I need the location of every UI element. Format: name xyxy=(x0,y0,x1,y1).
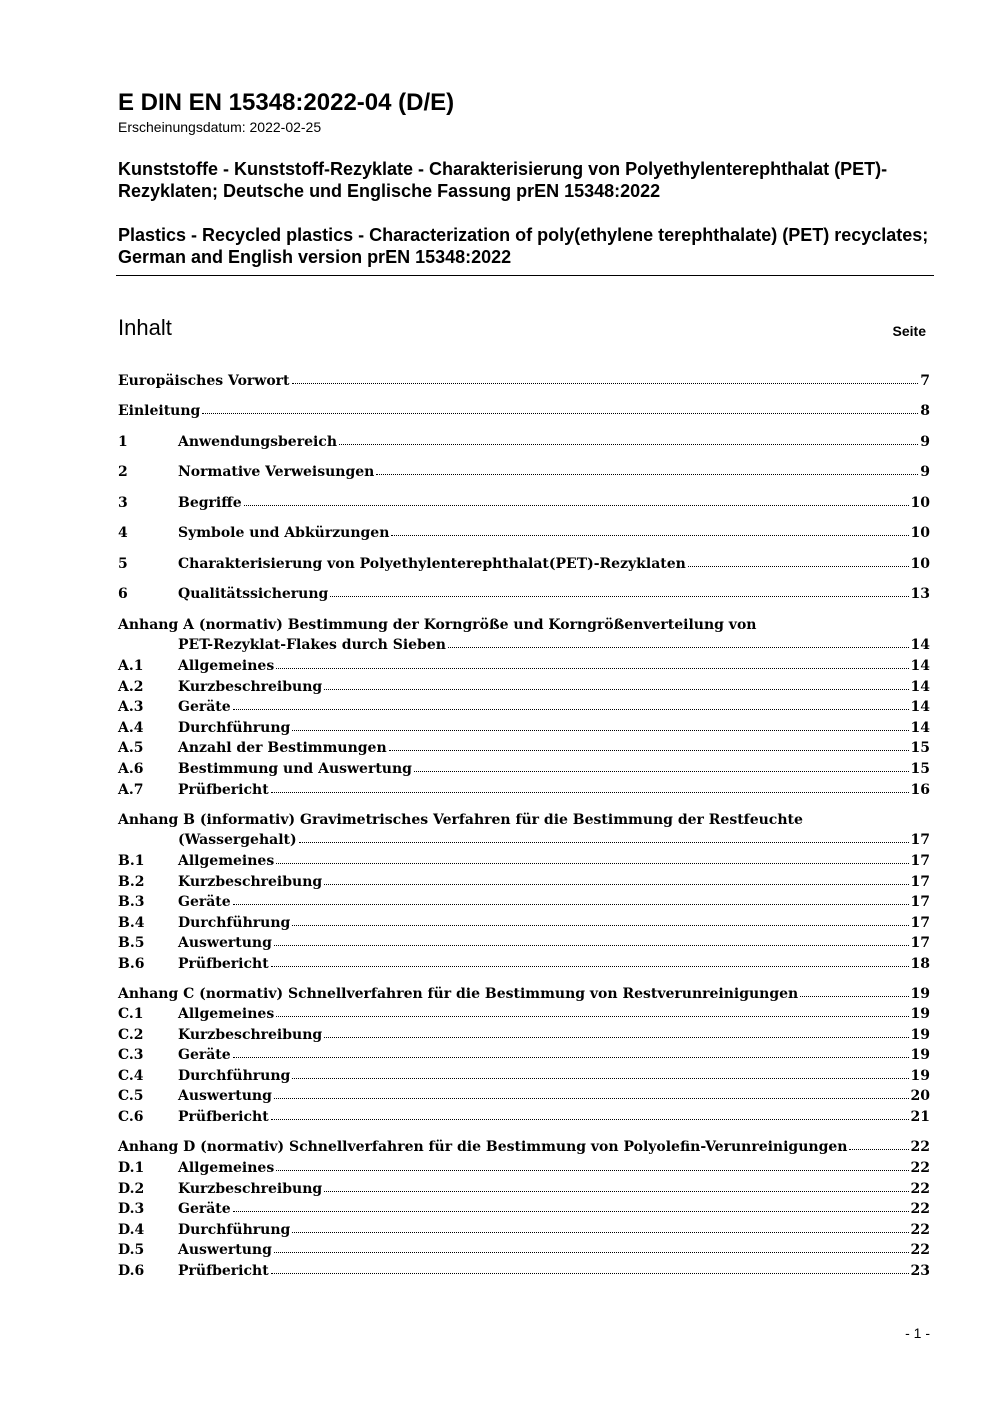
toc-leader-dots xyxy=(274,933,909,946)
toc-annex-c-heading[interactable] xyxy=(118,984,930,1004)
toc-entry-number: B.1 xyxy=(118,853,145,869)
toc-entry-title: Prüfbericht xyxy=(178,1109,269,1125)
toc-leader-dots xyxy=(849,1137,908,1150)
toc-entry-title: Allgemeines xyxy=(178,658,275,674)
toc-leader-dots xyxy=(800,984,908,997)
toc-page-column-header: Seite xyxy=(892,323,926,339)
toc-entry-title: Allgemeines xyxy=(178,853,275,869)
publication-date: Erscheinungsdatum: 2022-02-25 xyxy=(118,119,322,135)
toc-entry-number: 2 xyxy=(118,464,128,480)
toc-entry[interactable] xyxy=(118,523,930,543)
toc-entry-title: Geräte xyxy=(178,1201,231,1218)
toc-entry-title: Durchführung xyxy=(178,719,291,736)
toc-entry-number: D.3 xyxy=(118,1201,145,1218)
toc-leader-dots xyxy=(292,913,908,926)
toc-entry[interactable] xyxy=(118,584,930,604)
toc-entry[interactable] xyxy=(118,954,930,974)
toc-entry-title: Prüfbericht xyxy=(178,781,269,798)
toc-entry-title: Anwendungsbereich xyxy=(178,434,337,450)
toc-entry-number: D.2 xyxy=(118,1180,145,1197)
toc-entry-page: 10 xyxy=(910,525,930,541)
toc-entry[interactable] xyxy=(118,1220,930,1240)
toc-entry-page: 19 xyxy=(910,986,930,1002)
toc-leader-dots xyxy=(324,1179,908,1192)
toc-entry-number: 4 xyxy=(118,525,128,541)
toc-entry-number: A.3 xyxy=(118,699,144,716)
toc-title: Inhalt xyxy=(118,315,172,340)
toc-entry[interactable] xyxy=(118,1086,930,1106)
toc-entry-title: Allgemeines xyxy=(178,1006,275,1022)
toc-entry-title: Anzahl der Bestimmungen xyxy=(178,740,387,757)
toc-entry-title: PET-Rezyklat-Flakes durch Sieben xyxy=(178,637,446,653)
toc-entry-page: 14 xyxy=(910,637,930,653)
toc-entry-number: D.5 xyxy=(118,1242,145,1259)
toc-entry[interactable] xyxy=(118,462,930,482)
toc-entry-page: 10 xyxy=(910,556,930,572)
toc-entry-page: 14 xyxy=(910,658,930,674)
toc-entry-title: Auswertung xyxy=(178,1242,272,1259)
toc-entry[interactable] xyxy=(118,780,930,800)
toc-entry-number: B.4 xyxy=(118,914,145,931)
toc-leader-dots xyxy=(233,1045,909,1058)
toc-entry-page: 14 xyxy=(910,719,930,736)
toc-entry-number: 1 xyxy=(118,434,128,450)
toc-leader-dots xyxy=(276,1158,908,1171)
toc-entry-page: 22 xyxy=(910,1201,930,1218)
toc-leader-dots xyxy=(233,1199,909,1212)
toc-entry-number: C.1 xyxy=(118,1006,144,1022)
toc-entry-title: Geräte xyxy=(178,1047,231,1064)
toc-entry-title: Auswertung xyxy=(178,1088,272,1105)
toc-entry-number: B.2 xyxy=(118,873,145,890)
toc-entry[interactable] xyxy=(118,1158,930,1178)
toc-entry-page: 8 xyxy=(920,403,930,419)
toc-leader-dots xyxy=(414,759,909,772)
toc-entry[interactable] xyxy=(118,1240,930,1260)
toc-leader-dots xyxy=(271,780,909,793)
toc-entry-number: A.2 xyxy=(118,678,144,695)
toc-leader-dots xyxy=(276,1004,908,1017)
toc-entry[interactable] xyxy=(118,892,930,912)
toc-entry[interactable] xyxy=(118,677,930,697)
toc-entry-page: 17 xyxy=(910,832,930,848)
toc-entry-number: A.5 xyxy=(118,740,144,757)
toc-entry-number: C.3 xyxy=(118,1047,144,1064)
toc-entry-number: D.6 xyxy=(118,1263,145,1279)
toc-entry-title: Kurzbeschreibung xyxy=(178,1026,323,1043)
toc-entry-number: A.4 xyxy=(118,719,144,736)
toc-leader-dots xyxy=(233,892,909,905)
toc-leader-dots xyxy=(202,401,918,414)
toc-entry-number: C.5 xyxy=(118,1088,144,1105)
toc-leader-dots xyxy=(391,523,908,536)
toc-entry-title: Anhang C (normativ) Schnellverfahren für die Bestimmung von Restverunreinigungen xyxy=(118,986,799,1002)
toc-entry-number: 6 xyxy=(118,586,128,602)
toc-leader-dots xyxy=(292,1220,908,1233)
toc-entry[interactable] xyxy=(118,718,930,738)
toc-entry[interactable] xyxy=(118,656,930,676)
toc-entry-number: A.1 xyxy=(118,658,144,674)
toc-leader-dots xyxy=(292,718,908,731)
toc-annex-a-heading[interactable]: Anhang A (normativ) Bestimmung der Korngröße und Korngrößenverteilung von xyxy=(118,617,757,633)
toc-entry-number: C.4 xyxy=(118,1067,144,1084)
toc-entry-page: 19 xyxy=(910,1047,930,1064)
toc-leader-dots xyxy=(324,872,908,885)
toc-entry-page: 14 xyxy=(910,678,930,695)
toc-entry-title: Europäisches Vorwort xyxy=(118,373,290,389)
toc-entry[interactable] xyxy=(118,1261,930,1281)
title-german: Kunststoffe - Kunststoff-Rezyklate - Charakterisierung von Polyethylenterephthalat (PET)-Rezyklaten; Deutsche und Englische Fassung prEN 15348:2022 xyxy=(118,159,888,201)
toc-annex-b-heading[interactable]: Anhang B (informativ) Gravimetrisches Verfahren für die Bestimmung der Restfeuchte xyxy=(118,812,803,828)
document-header xyxy=(118,88,934,268)
toc-entry-number: A.6 xyxy=(118,761,144,777)
toc-leader-dots xyxy=(292,1066,908,1079)
toc-entry[interactable] xyxy=(118,1179,930,1199)
toc-entry-number: 3 xyxy=(118,495,128,511)
toc-entry[interactable] xyxy=(118,1199,930,1219)
toc-entry-number: 5 xyxy=(118,556,128,572)
toc-entry[interactable] xyxy=(118,1107,930,1127)
toc-entry-page: 22 xyxy=(910,1242,930,1259)
toc-entry-page: 15 xyxy=(910,740,930,757)
toc-entry-title: Bestimmung und Auswertung xyxy=(178,761,412,777)
toc-entry[interactable] xyxy=(118,872,930,892)
toc-entry-page: 23 xyxy=(910,1263,930,1279)
toc-leader-dots xyxy=(274,1240,909,1253)
toc-entry-number: B.5 xyxy=(118,935,145,952)
toc-entry-page: 7 xyxy=(920,373,930,389)
toc-annex-b-heading-cont[interactable] xyxy=(118,830,930,850)
toc-entry-number: A.7 xyxy=(118,781,144,798)
toc-entry-page: 9 xyxy=(920,434,930,450)
toc-entry-page: 9 xyxy=(920,464,930,480)
page-number: - 1 - xyxy=(905,1325,930,1341)
toc-entry-title: Geräte xyxy=(178,894,231,911)
toc-leader-dots xyxy=(233,697,909,710)
toc-entry-title: Durchführung xyxy=(178,1067,291,1084)
toc-entry[interactable] xyxy=(118,933,930,953)
toc-entry[interactable] xyxy=(118,493,930,513)
toc-leader-dots xyxy=(389,738,909,751)
toc-entry-title: Kurzbeschreibung xyxy=(178,873,323,890)
toc-entry-page: 17 xyxy=(910,935,930,952)
header-divider xyxy=(116,275,934,276)
toc-entry-page: 17 xyxy=(910,853,930,869)
toc-entry[interactable] xyxy=(118,759,930,779)
toc-leader-dots xyxy=(688,554,909,567)
toc-entry-page: 22 xyxy=(910,1221,930,1238)
toc-entry-number: D.1 xyxy=(118,1160,145,1176)
toc-entry-number: D.4 xyxy=(118,1221,145,1238)
toc-leader-dots xyxy=(276,851,908,864)
toc-leader-dots xyxy=(448,635,909,648)
toc-entry-title: Normative Verweisungen xyxy=(178,464,375,480)
toc-entry-page: 16 xyxy=(910,781,930,798)
toc-entry-page: 19 xyxy=(910,1006,930,1022)
toc-entry-page: 20 xyxy=(910,1088,930,1105)
toc-entry-page: 18 xyxy=(910,956,930,972)
toc-entry[interactable] xyxy=(118,738,930,758)
toc-entry-page: 19 xyxy=(910,1026,930,1043)
toc-entry-title: Kurzbeschreibung xyxy=(178,1180,323,1197)
toc-entry-page: 17 xyxy=(910,914,930,931)
toc-entry-page: 10 xyxy=(910,495,930,511)
toc-annex-a-heading-cont[interactable] xyxy=(118,635,930,655)
toc-entry-page: 19 xyxy=(910,1067,930,1084)
toc-entry-page: 14 xyxy=(910,699,930,716)
toc-entry-title: Charakterisierung von Polyethylenterephthalat(PET)-Rezyklaten xyxy=(178,556,686,572)
toc-leader-dots xyxy=(324,1025,908,1038)
toc-leader-dots xyxy=(292,371,919,384)
toc-entry-page: 17 xyxy=(910,873,930,890)
toc-entry-title: Durchführung xyxy=(178,1221,291,1238)
document-id: E DIN EN 15348:2022-04 (D/E) xyxy=(118,89,455,116)
toc-entry-page: 13 xyxy=(910,586,930,602)
toc-entry-title: Geräte xyxy=(178,699,231,716)
toc-leader-dots xyxy=(299,830,909,843)
toc-leader-dots xyxy=(271,954,909,967)
toc-leader-dots xyxy=(271,1107,909,1120)
toc-entry-page: 21 xyxy=(910,1109,930,1125)
toc-entry[interactable] xyxy=(118,432,930,452)
toc-entry-title: Anhang D (normativ) Schnellverfahren für die Bestimmung von Polyolefin-Verunreinigungen xyxy=(118,1139,848,1155)
toc-leader-dots xyxy=(330,584,908,597)
toc-entry-number: C.2 xyxy=(118,1026,144,1043)
toc-entry-page: 22 xyxy=(910,1160,930,1176)
toc-entry-number: C.6 xyxy=(118,1109,144,1125)
toc-entry[interactable] xyxy=(118,697,930,717)
toc-entry-page: 15 xyxy=(910,761,930,777)
toc-annex-d-heading[interactable] xyxy=(118,1137,930,1157)
toc-entry-title: Begriffe xyxy=(178,495,242,511)
title-english: Plastics - Recycled plastics - Characterization of poly(ethylene terephthalate) (PET) recyclates; German and English version prEN 15348:2022 xyxy=(118,225,929,267)
toc-entry[interactable] xyxy=(118,851,930,871)
toc-leader-dots xyxy=(244,493,909,506)
toc-entry-title: Qualitätssicherung xyxy=(178,586,329,602)
toc-entry-title: Auswertung xyxy=(178,935,272,952)
toc-entry-title: Durchführung xyxy=(178,914,291,931)
toc-entry-title: Prüfbericht xyxy=(178,1263,269,1279)
toc-entry[interactable] xyxy=(118,371,930,391)
toc-entry-number: B.6 xyxy=(118,956,145,972)
toc-entry[interactable] xyxy=(118,554,930,574)
toc-entry-title: (Wassergehalt) xyxy=(178,832,297,848)
toc-entry-title: Allgemeines xyxy=(178,1160,275,1176)
toc-entry-page: 22 xyxy=(910,1180,930,1197)
toc-entry-page: 22 xyxy=(910,1139,930,1155)
toc-entry-page: 17 xyxy=(910,894,930,911)
toc-entry[interactable] xyxy=(118,1004,930,1024)
toc-entry-title: Einleitung xyxy=(118,403,201,419)
toc-entry[interactable] xyxy=(118,1045,930,1065)
toc-entry[interactable] xyxy=(118,401,930,421)
toc-leader-dots xyxy=(271,1261,909,1274)
toc-leader-dots xyxy=(376,462,918,475)
toc-entry[interactable] xyxy=(118,913,930,933)
toc-entry[interactable] xyxy=(118,1025,930,1045)
toc-entry-number: B.3 xyxy=(118,894,145,911)
toc-leader-dots xyxy=(324,677,908,690)
toc-entry-title: Kurzbeschreibung xyxy=(178,678,323,695)
toc-leader-dots xyxy=(276,656,908,669)
toc-entry[interactable] xyxy=(118,1066,930,1086)
toc-leader-dots xyxy=(339,432,918,445)
toc-entry-title: Prüfbericht xyxy=(178,956,269,972)
toc-entry-title: Symbole und Abkürzungen xyxy=(178,525,390,541)
toc-heading xyxy=(118,313,926,343)
toc-leader-dots xyxy=(274,1086,909,1099)
